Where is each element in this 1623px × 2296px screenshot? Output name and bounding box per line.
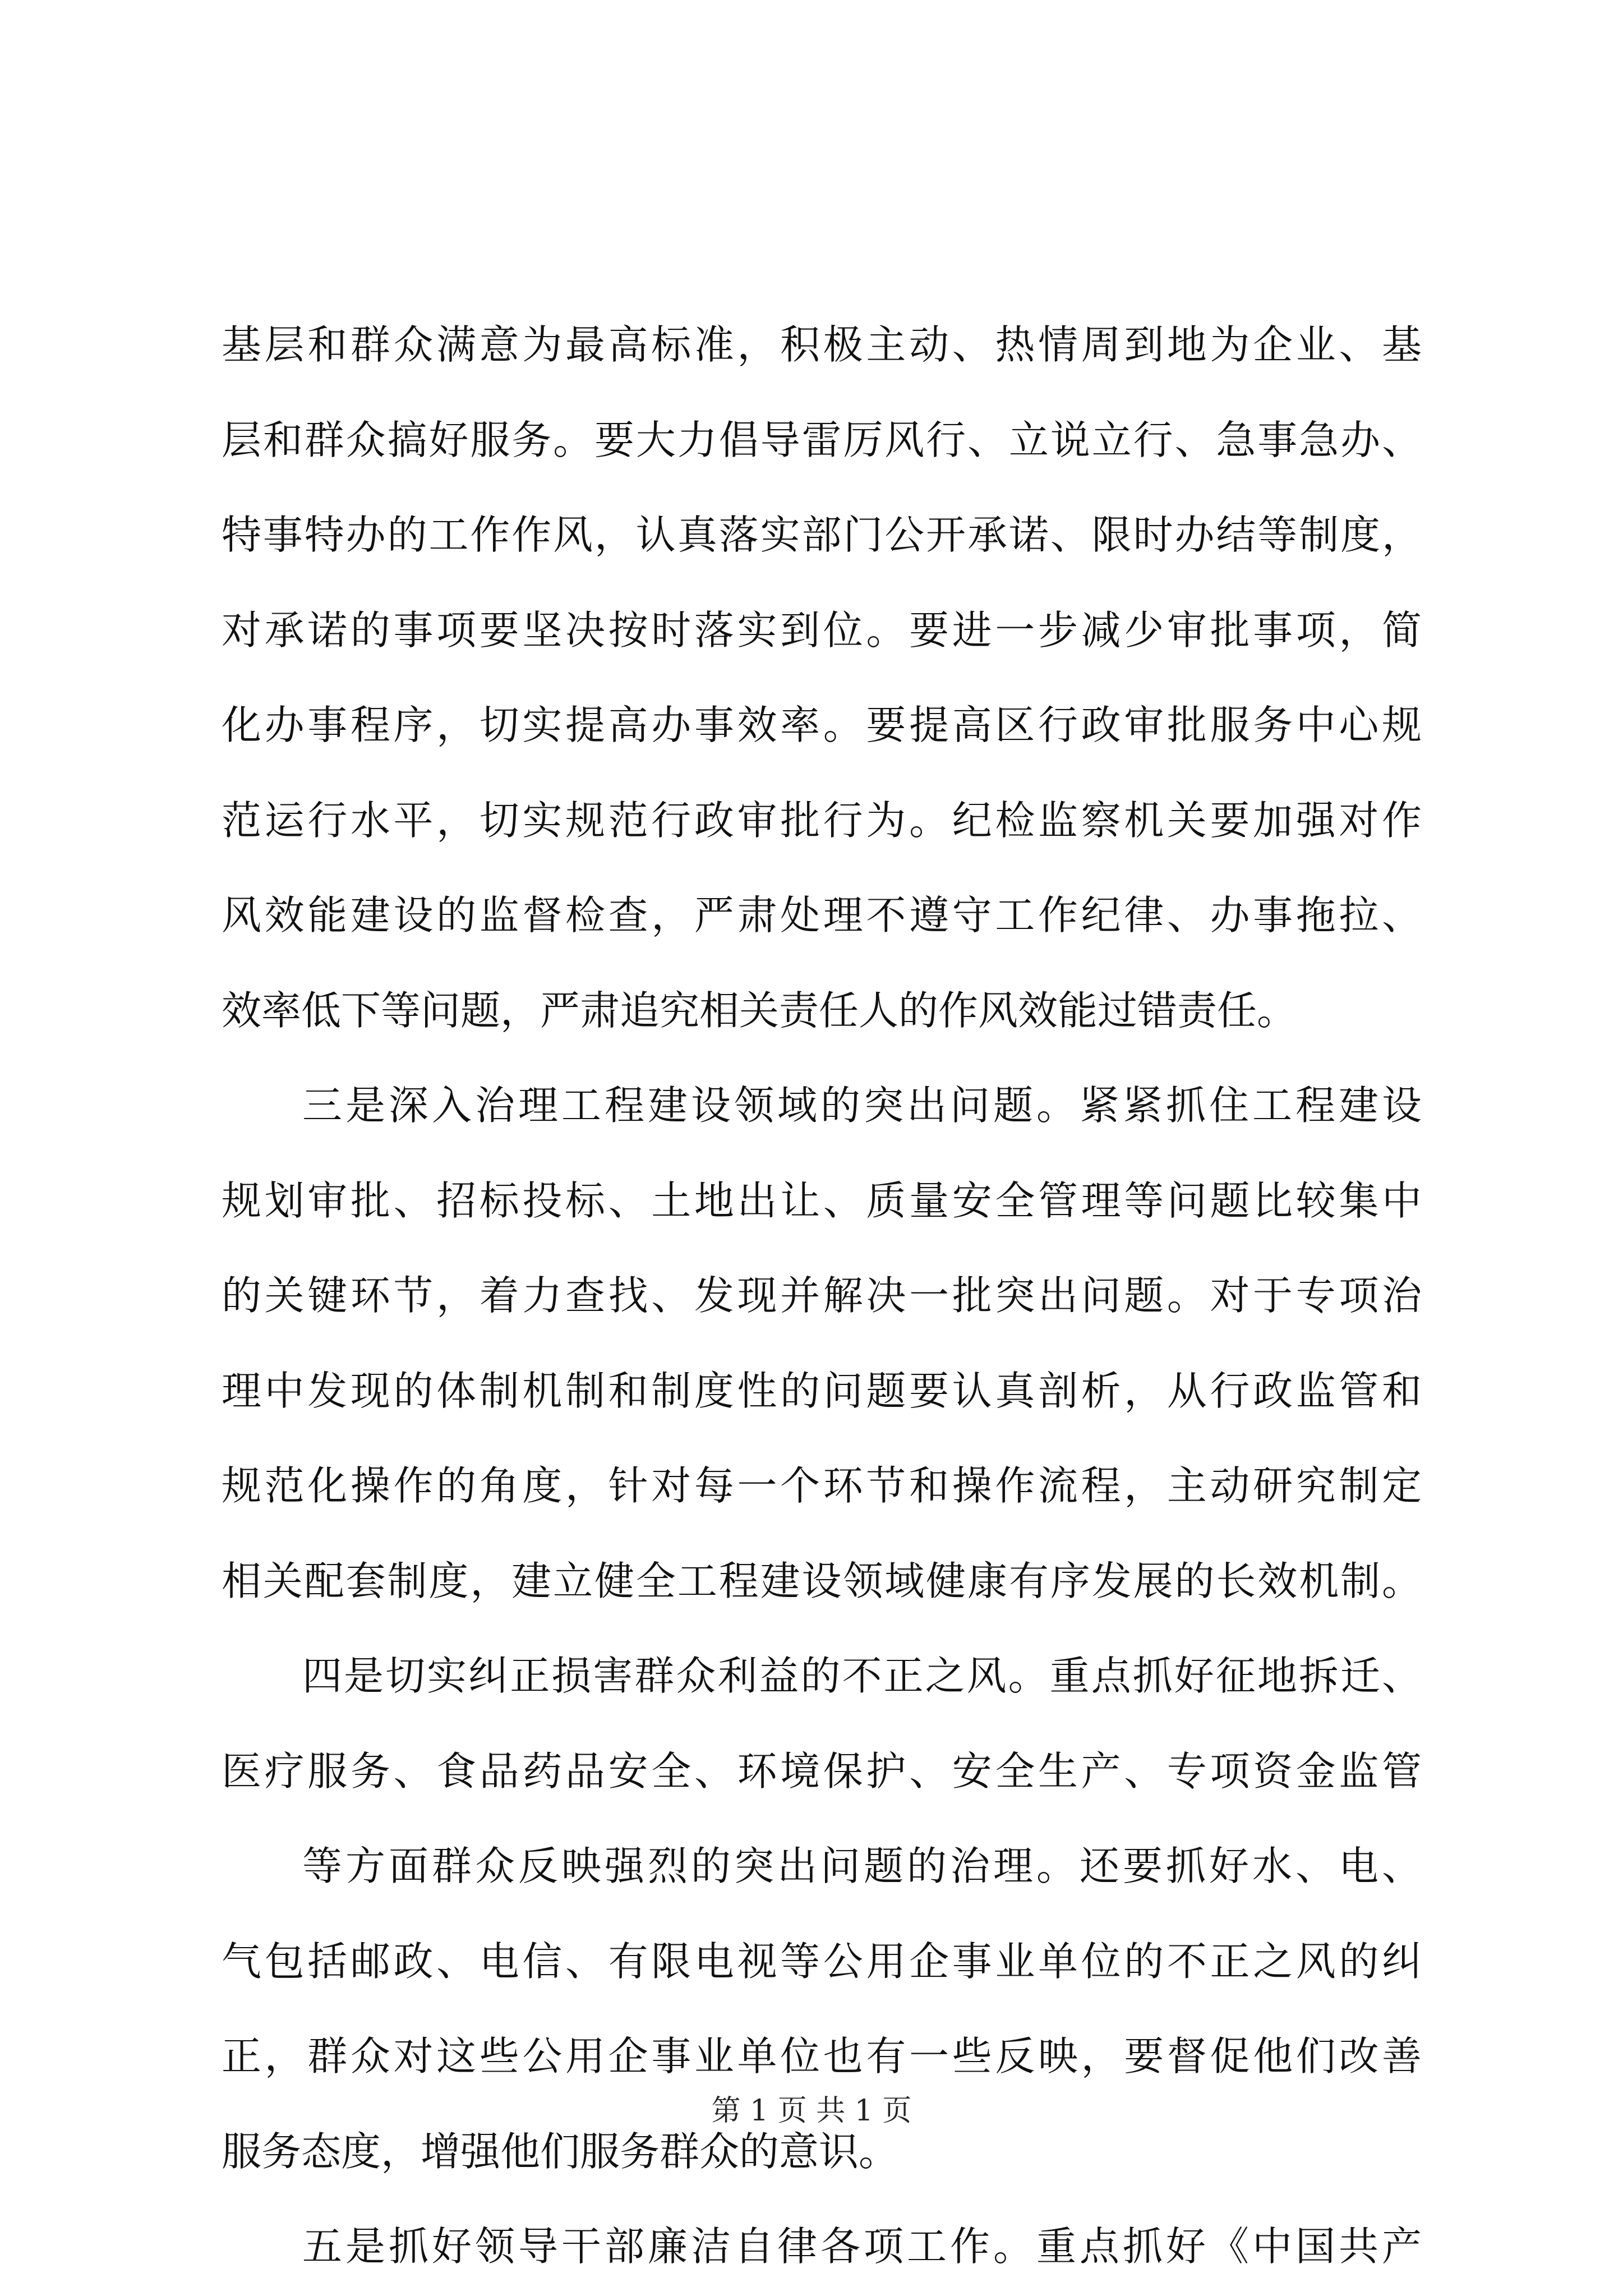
text-line: 规范化操作的角度，针对每一个环节和操作流程，主动研究制定 — [222, 1462, 1422, 1509]
paragraph-start-line: 三是深入治理工程建设领域的突出问题。紧紧抓住工程建设 — [302, 1082, 1422, 1129]
text-line: 的关键环节，着力查找、发现并解决一批突出问题。对于专项治 — [222, 1272, 1422, 1319]
paragraph-start-line: 四是切实纠正损害群众利益的不正之风。重点抓好征地拆迁、 — [302, 1653, 1422, 1699]
text-line: 基层和群众满意为最高标准，积极主动、热情周到地为企业、基 — [222, 321, 1422, 368]
text-line: 对承诺的事项要坚决按时落实到位。要进一步减少审批事项，简 — [222, 606, 1422, 654]
text-line: 特事特办的工作作风，认真落实部门公开承诺、限时办结等制度， — [222, 512, 1422, 558]
text-line: 风效能建设的监督检查，严肃处理不遵守工作纪律、办事拖拉、 — [222, 892, 1422, 938]
text-line: 理中发现的体制机制和制度性的问题要认真剖析，从行政监管和 — [222, 1367, 1422, 1414]
text-line: 范运行水平，切实规范行政审批行为。纪检监察机关要加强对作 — [222, 797, 1422, 844]
paragraph-start-line: 五是抓好领导干部廉洁自律各项工作。重点抓好《中国共产 — [302, 2223, 1422, 2270]
text-line: 化办事程序，切实提高办事效率。要提高区行政审批服务中心规 — [222, 702, 1422, 748]
text-line: 层和群众搞好服务。要大力倡导雷厉风行、立说立行、急事急办、 — [222, 416, 1422, 463]
paragraph-start-line: 等方面群众反映强烈的突出问题的治理。还要抓好水、电、 — [302, 1843, 1422, 1889]
page-number-footer: 第 1 页 共 1 页 — [711, 2094, 912, 2128]
body-text — [222, 297, 1422, 2294]
text-line: 相关配套制度，建立健全工程建设领域健康有序发展的长效机制。 — [222, 1557, 1422, 1604]
text-line: 服务态度，增强他们服务群众的意识。 — [222, 2128, 899, 2175]
text-line: 医疗服务、食品药品安全、环境保护、安全生产、专项资金监管 — [222, 1747, 1422, 1795]
text-line: 效率低下等问题，严肃追究相关责任人的作风效能过错责任。 — [222, 987, 1297, 1034]
text-line: 正，群众对这些公用企事业单位也有一些反映，要督促他们改善 — [222, 2033, 1422, 2079]
text-line: 气包括邮政、电信、有限电视等公用企事业单位的不正之风的纠 — [222, 1938, 1422, 1985]
text-line: 规划审批、招标投标、土地出让、质量安全管理等问题比较集中 — [222, 1177, 1422, 1224]
